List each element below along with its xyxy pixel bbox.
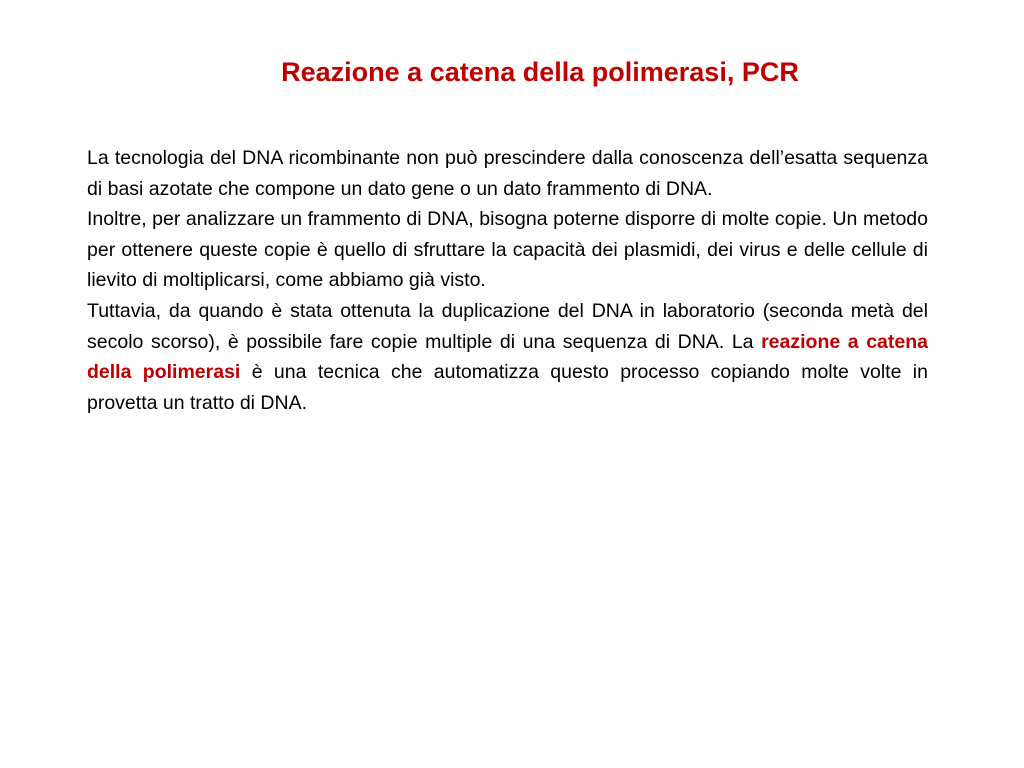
slide-body: [87, 143, 928, 418]
pcr-highlight-term: reazione a catena della polimerasi: [87, 330, 928, 384]
paragraph-dna-copies: Inoltre, per analizzare un frammento di DNA, bisogna poterne disporre di molte copie. Un metodo per ottenere queste copie è quello di sfruttare la capacità dei plasmidi, dei virus e delle cellule di lievito di moltiplicarsi, come abbiamo già visto.: [87, 208, 928, 292]
paragraph-pcr-intro: Tuttavia, da quando è stata ottenuta la duplicazione del DNA in laboratorio (seconda metà del secolo scorso), è possibile fare copie multiple di una sequenza di DNA. La: [87, 299, 928, 353]
paragraph-dna-technology: La tecnologia del DNA ricombinante non può prescindere dalla conoscenza dell’esatta sequenza di basi azotate che compone un dato gene o un dato frammento di DNA.: [87, 147, 928, 200]
slide-title: Reazione a catena della polimerasi, PCR: [281, 57, 799, 87]
paragraph-pcr: [87, 296, 928, 418]
paragraph-pcr-conclusion: è una tecnica che automatizza questo processo copiando molte volte in provetta un tratto di DNA.: [87, 361, 928, 414]
